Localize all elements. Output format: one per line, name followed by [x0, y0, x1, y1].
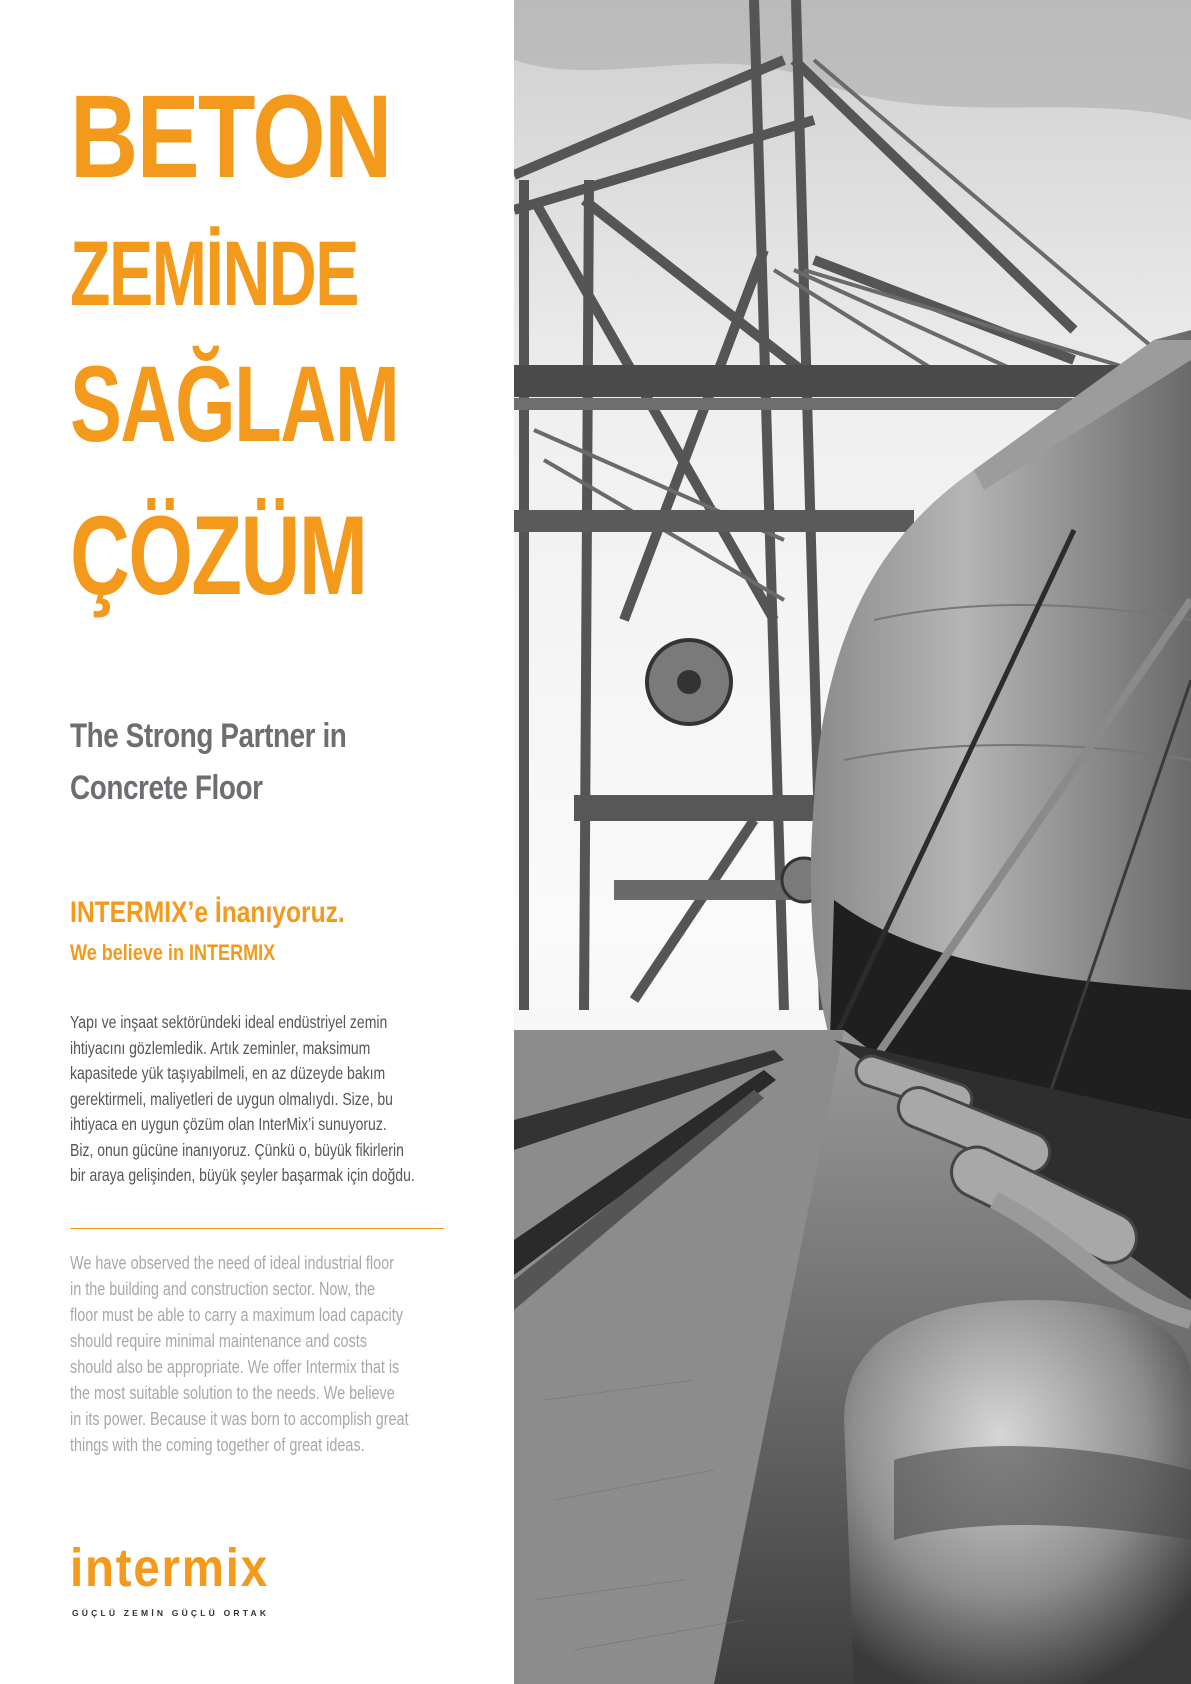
intermix-logo: intermix: [70, 1538, 269, 1598]
body-en-line: in its power. Because it was born to accomplish great: [70, 1409, 409, 1429]
body-tr-line: gerektirmeli, maliyetleri de uygun olmalıydı. Size, bu: [70, 1088, 393, 1109]
tagline: [70, 710, 414, 814]
headline-line-2: ZEMİNDE: [70, 223, 358, 325]
body-en-line: the most suitable solution to the needs. We believe: [70, 1383, 395, 1403]
believe-heading-tr: INTERMIX’e İnanıyoruz.: [70, 896, 345, 929]
text-panel: [0, 0, 514, 1684]
body-en-line: floor must be able to carry a maximum load capacity: [70, 1305, 403, 1325]
believe-heading-en: We believe in INTERMIX: [70, 940, 276, 965]
body-paragraph-en: [70, 1250, 438, 1458]
headline-line-4: ÇÖZÜM: [70, 493, 367, 618]
body-en-line: should require minimal maintenance and costs: [70, 1331, 367, 1351]
body-en-line: should also be appropriate. We offer Intermix that is: [70, 1357, 400, 1377]
headline-line-3: SAĞLAM: [70, 343, 399, 464]
body-tr-line: Biz, onun gücüne inanıyoruz. Çünkü o, büyük fikirlerin: [70, 1139, 404, 1160]
body-paragraph-tr: [70, 1010, 430, 1189]
body-tr-line: ihtiyaca en uygun çözüm olan InterMix’i sunuyoruz.: [70, 1114, 387, 1134]
body-tr-line: ihtiyacını gözlemledik. Artık zeminler, maksimum: [70, 1037, 371, 1058]
body-en-line: We have observed the need of ideal industrial floor: [70, 1253, 394, 1273]
section-divider: [70, 1228, 444, 1229]
tagline-line-2: Concrete Floor: [70, 769, 263, 807]
body-en-line: in the building and construction sector. Now, the: [70, 1279, 375, 1299]
body-en-line: things with the coming together of great ideas.: [70, 1435, 365, 1455]
body-tr-line: bir araya gelişinden, büyük şeyler başarmak için doğdu.: [70, 1165, 415, 1185]
photo-illustration: [514, 0, 1191, 1684]
body-tr-line: kapasitede yük taşıyabilmeli, en az düzeyde bakım: [70, 1063, 386, 1083]
body-tr-line: Yapı ve inşaat sektöründeki ideal endüstriyel zemin: [70, 1012, 388, 1032]
logo-tagline: GÜÇLÜ ZEMİN GÜÇLÜ ORTAK: [72, 1608, 270, 1618]
tagline-line-1: The Strong Partner in: [70, 717, 347, 755]
headline-line-1: BETON: [70, 71, 391, 203]
port-ship-photo: [514, 0, 1191, 1684]
